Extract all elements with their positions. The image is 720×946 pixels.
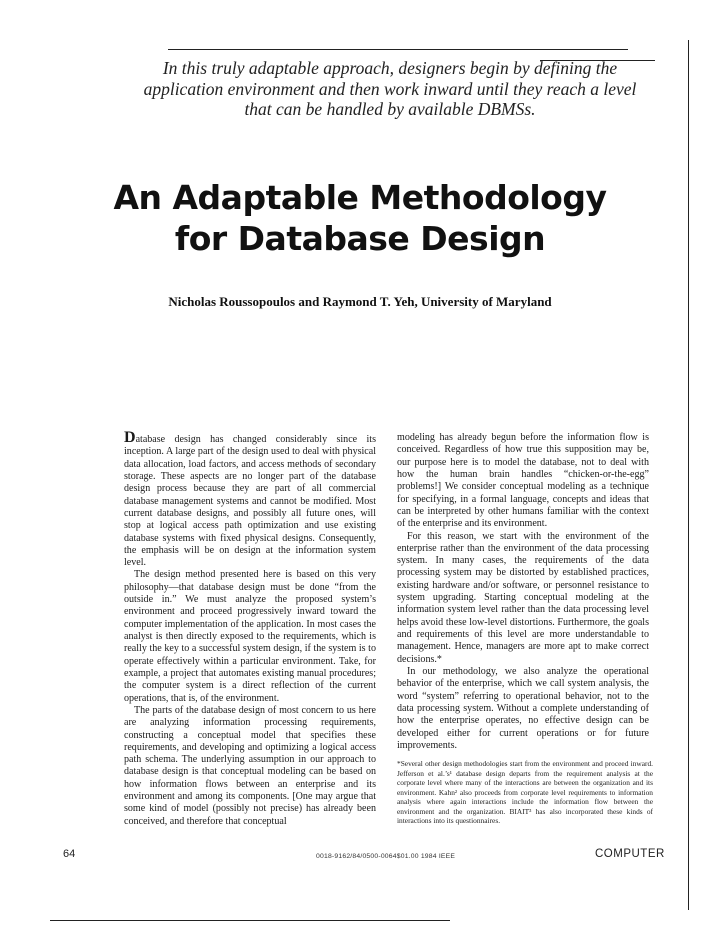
paragraph: Database design has changed considerably since its inception. A large part of the design used to deal with physical data allocation, load factors, and access methods of secondary storage. These aspects are no longer part of the database design process because they are part of all commercial database management systems and cannot be modified. Most current database designs, and possibly all future ones, will stop at logical access path optimization and use existing database systems with fixed physical designs. Consequently, the emphasis will be on design at the information system level. [124,429,376,569]
paragraph: In our methodology, we also analyze the operational behavior of the enterprise, which we call system analysis, the word “system” referring to operational behavior, not to the data processing system. Without a complete understanding of how the enterprise operates, no effective design can be developed either for current operations or for future improvements. [397,665,649,751]
article-title [100,177,620,259]
bottom-rule [50,920,450,921]
footnote-text: *Several other design methodologies start from the environment and proceed inward. Jefferson et al.’s¹ database design departs from the requirement analysis at the corporate level where many of the interactions are between the organization and its environment. Kahn² also proceeds from corporate level requirements to information analysis where again interactions include the information flow between the environment and the organization. BIAIT³ has also incorporated these kinds of interactions into its questionnaires. [397,759,653,826]
author-byline: Nicholas Roussopoulos and Raymond T. Yeh, University of Maryland [168,294,552,309]
right-column [397,432,649,752]
paragraph: The design method presented here is based on this very philosophy—that database design must be done “from the outside in.” We must analyze the proposed system’s environment and proceed progressively inward toward the computer implementation of the application. In most cases the analyst is then directly exposed to the requirements, which is really the key to a successful system design, if the system is to operate effectively within a particular environment. Take, for example, a project that automates existing manual procedures; the computer system is a direct reflection of the current operations, that is, of the environment. [124,569,376,704]
page-number: 64 [63,848,76,860]
paragraph: For this reason, we start with the environment of the enterprise rather than the environment of the data processing system. In many cases, the requirements of the data processing system may be distorted by established practices, existing hardware and/or software, or personnel resistance to system upgrading. Starting conceptual modeling at the information system level rather than the data processing level helps avoid these low-level distortions. Furthermore, the goals and requirements of this level are more understandable to management. Hence, managers are more apt to make correct decisions.* [397,530,649,665]
left-column [124,429,376,828]
title-line-2: for Database Design [174,219,546,258]
top-rule [168,49,628,50]
issn-line: 0018-9162/84/0500-0064$01.00 1984 IEEE [316,853,456,860]
paragraph: The parts of the database design of most concern to us here are analyzing information processing requirements, constructing a conceptual model that specifies these requirements, and developing and optimizing a logical access path schema. The underlying assumption in our approach to database design is that conceptual modeling can be based on how information flows between an enterprise and its environment and among its components. [One may argue that some kind of model (possibly not precise) has already been conceived, and therefore that conceptual [124,704,376,827]
footnote [397,759,653,826]
paragraph: modeling has already begun before the information flow is conceived. Regardless of how true this supposition may be, our purpose here is to model the database, not to deal with how the human brain handles “chicken-or-the-egg” problems!] We consider conceptual modeling as a technique for specifying, in a formal language, concepts and ideas that can be interpreted by other humans familiar with the context of the enterprise and its environment. [397,432,649,530]
title-line-1: An Adaptable Methodology [113,178,607,217]
right-margin-rule [688,40,689,910]
pull-quote: In this truly adaptable approach, designers begin by defining the application environment and then work inward until they reach a level that can be handled by available DBMSs. [143,58,637,119]
journal-name: COMPUTER [595,848,665,860]
